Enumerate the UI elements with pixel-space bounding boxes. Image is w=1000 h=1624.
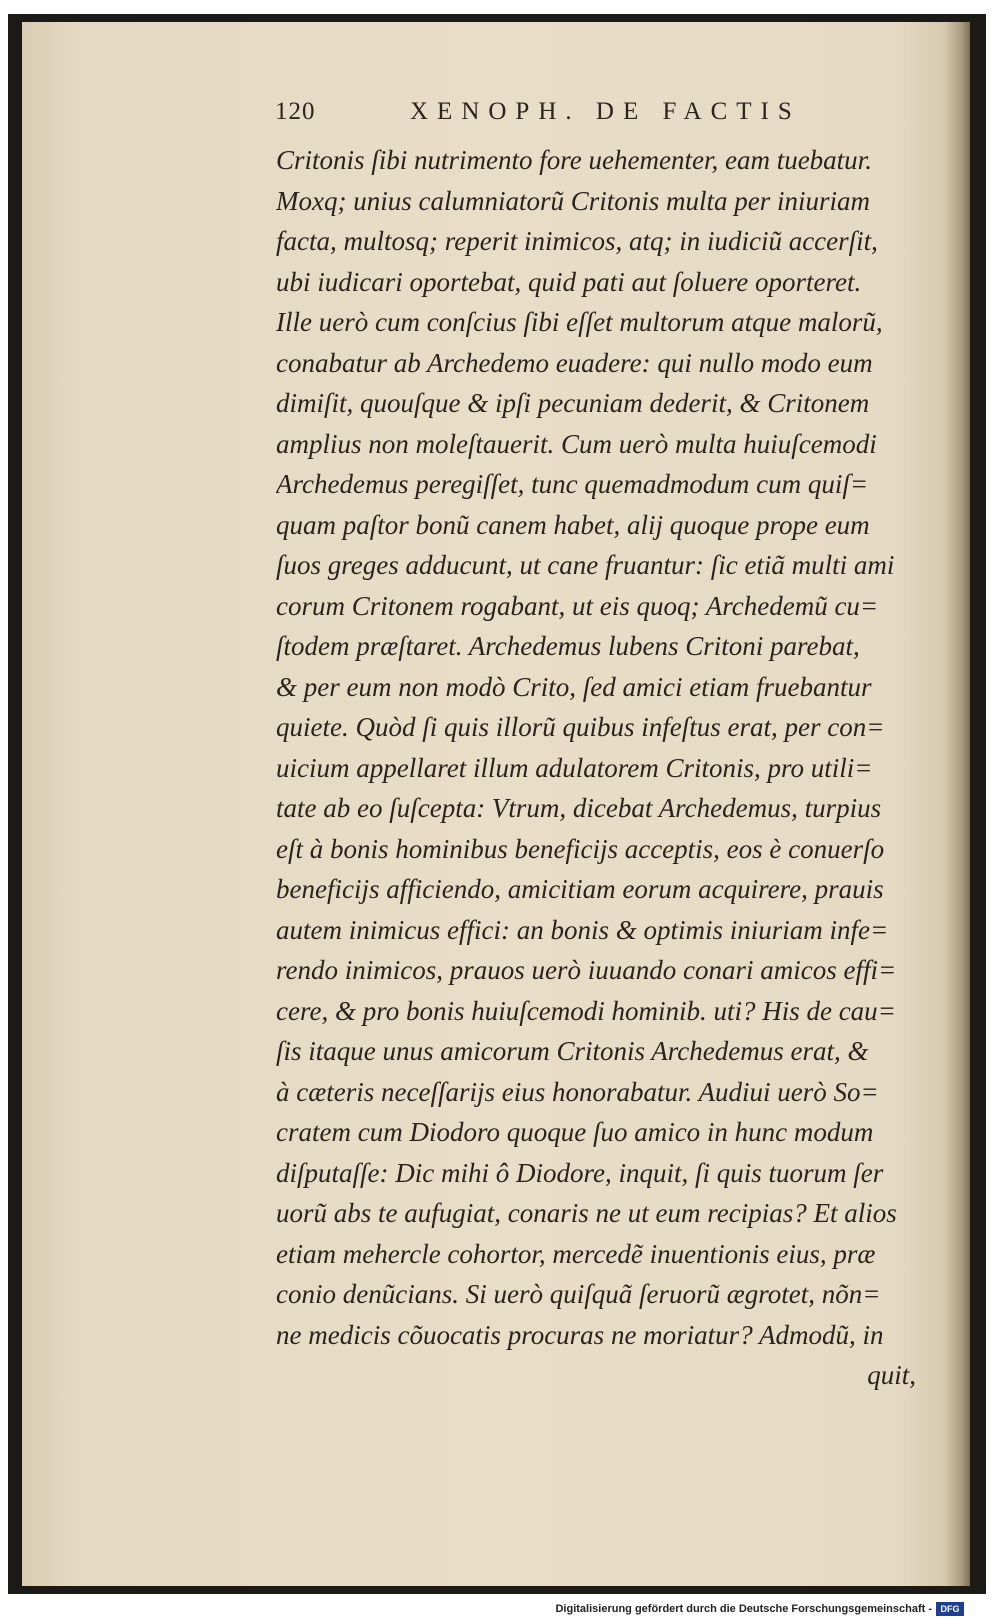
page-edge-shadow — [944, 22, 970, 1586]
text-line: diſputaſſe: Dic mihi ô Diodore, inquit, ſi quis tuorum ſer — [276, 1157, 884, 1188]
text-line: amplius non moleſtauerit. Cum uerò multa huiuſcemodi — [276, 428, 877, 459]
text-line: ne medicis cõuocatis procuras ne moriatur? Admodũ, in — [276, 1319, 884, 1350]
text-line: cere, & pro bonis huiuſcemodi hominib. uti? His de cau= — [276, 995, 896, 1026]
text-line: corum Critonem rogabant, ut eis quoq; Archedemũ cu= — [276, 590, 879, 621]
text-line: quam paſtor bonũ canem habet, alij quoque prope eum — [276, 509, 870, 540]
text-line: ubi iudicari oportebat, quid pati aut ſoluere oporteret. — [276, 266, 862, 297]
text-line: Moxq; unius calumniatorũ Critonis multa per iniuriam — [276, 185, 870, 216]
text-line: beneficijs afficiendo, amicitiam eorum acquirere, prauis — [276, 874, 884, 904]
running-title: XENOPH. DE FACTIS — [410, 98, 801, 125]
text-line: conabatur ab Archedemo euadere: qui nullo modo eum — [276, 347, 873, 378]
text-line: autem inimicus effici: an bonis & optimis iniuriam infe= — [276, 914, 889, 945]
text-line: conio denũcians. Si uerò quiſquã ſeruorũ ægrotet, nõn= — [276, 1279, 881, 1309]
text-line: eſt à bonis hominibus beneficijs acceptis, eos è conuerſo — [276, 833, 885, 864]
dfg-logo: DFG — [936, 1602, 964, 1616]
text-line: ſtodem præſtaret. Archedemus lubens Critoni parebat, — [276, 631, 860, 661]
digitization-footer — [0, 1598, 1000, 1624]
text-line: rendo inimicos, prauos uerò iuuando conari amicos effi= — [276, 955, 897, 985]
text-line: ſuos greges adducunt, ut cane fruantur: ſic etiã multi ami — [276, 550, 895, 580]
page-number: 120 — [275, 98, 316, 125]
text-line: Archedemus peregiſſet, tunc quemadmodum cum quiſ= — [276, 469, 869, 499]
body-text — [276, 140, 916, 1396]
running-head — [275, 98, 875, 134]
text-line: tate ab eo ſuſcepta: Vtrum, dicebat Archedemus, turpius — [276, 793, 882, 823]
text-line: & per eum non modò Crito, ſed amici etiam fruebantur — [276, 671, 872, 702]
text-line: Ille uerò cum conſcius ſibi eſſet multorum atque malorũ, — [276, 307, 883, 337]
text-line: cratem cum Diodoro quoque ſuo amico in hunc modum — [276, 1117, 874, 1147]
text-line: ſis itaque unus amicorum Critonis Archedemus erat, & — [276, 1036, 869, 1066]
funding-note: Digitalisierung gefördert durch die Deutsche Forschungsgemeinschaft - — [555, 1603, 932, 1615]
catchword: quit, — [867, 1360, 916, 1390]
text-line: à cæteris neceſſarijs eius honorabatur. Audiui uerò So= — [276, 1076, 879, 1107]
text-line: facta, multosq; reperit inimicos, atq; in iudiciũ accerſit, — [276, 226, 878, 256]
text-line: uicium appellaret illum adulatorem Critonis, pro utili= — [276, 752, 873, 783]
text-line: uorũ abs te aufugiat, conaris ne ut eum recipias? Et alios — [276, 1198, 897, 1228]
text-line: quiete. Quòd ſi quis illorũ quibus infeſtus erat, per con= — [276, 712, 885, 742]
text-line: Critonis ſibi nutrimento fore uehementer, eam tuebatur. — [276, 145, 872, 175]
text-line: dimiſit, quouſque & ipſi pecuniam dederit, & Critonem — [276, 388, 870, 418]
text-line: etiam mehercle cohortor, mercedẽ inuentionis eius, præ — [276, 1238, 876, 1269]
